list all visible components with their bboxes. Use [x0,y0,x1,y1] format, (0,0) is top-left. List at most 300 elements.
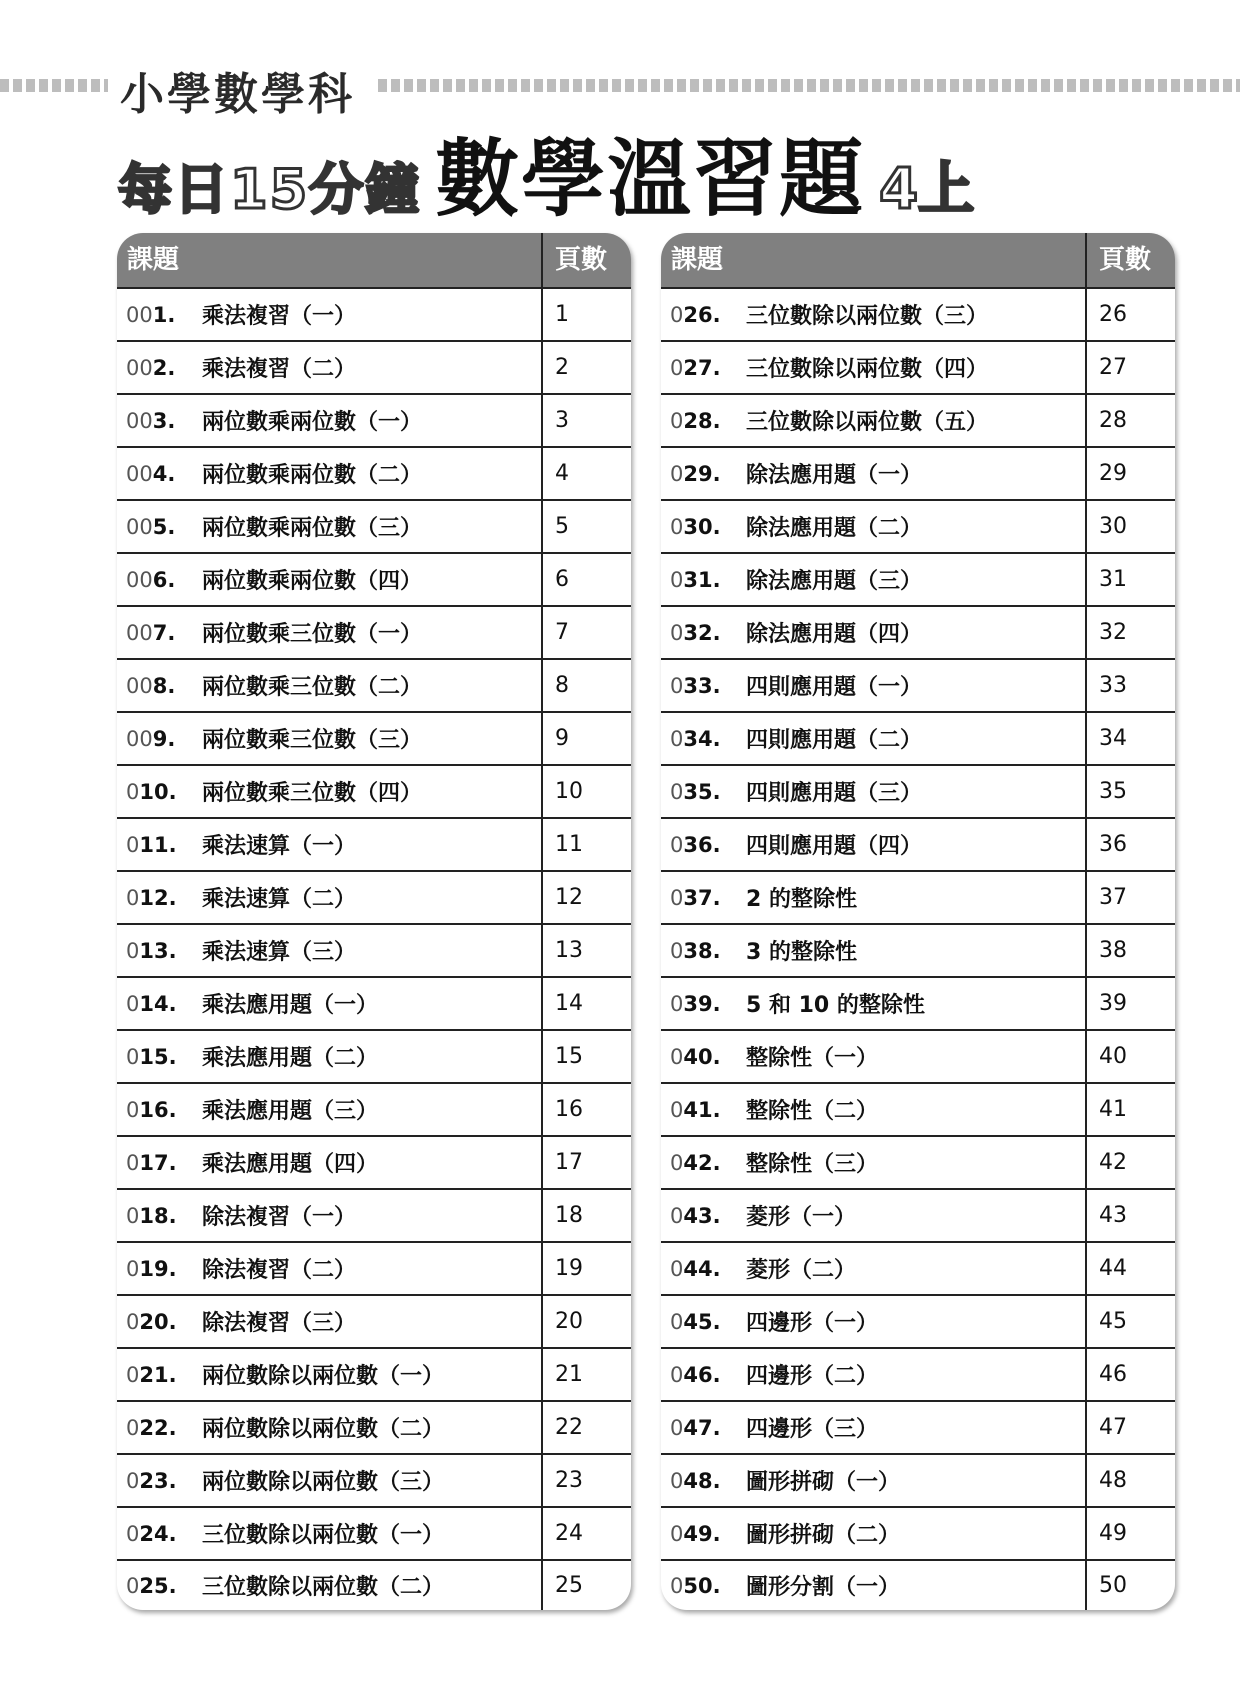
lesson-number-lead: 0 [126,1362,140,1387]
lesson-number [126,1257,202,1281]
page-number: 47 [1085,1402,1175,1453]
topic-cell [117,448,541,499]
lesson-title: 四邊形（二） [746,1364,879,1389]
topic-cell [661,395,1085,446]
lesson-number-rest: 46. [683,1362,721,1387]
lesson-number-rest: 38. [683,938,721,963]
table-row [661,817,1175,870]
table-row [661,870,1175,923]
lesson-number-lead: 0 [670,355,684,380]
page-number: 33 [1085,660,1175,711]
lesson-title: 兩位數乘三位數（三） [202,728,423,753]
lesson-title: 兩位數除以兩位數（三） [202,1470,445,1495]
lesson-title: 乘法應用題（三） [202,1099,379,1124]
table-row [661,1029,1175,1082]
table-row [117,1506,631,1559]
topic-cell [117,872,541,923]
col-topic-header: 課題 [127,245,180,275]
lesson-number-lead: 0 [670,408,684,433]
lesson-number-lead: 0 [670,1521,684,1546]
toc-header [117,233,631,287]
lesson-number [670,1469,746,1493]
toc-table-right [661,233,1175,1610]
lesson-number-lead: 0 [126,1415,140,1440]
page-number: 19 [541,1243,631,1294]
topic-cell [661,978,1085,1029]
lesson-number-rest: 14. [139,991,177,1016]
lesson-number-rest: 7. [152,620,176,645]
lesson-number-lead: 0 [126,779,140,804]
lesson-number-lead: 00 [126,514,153,539]
lesson-number-lead: 00 [126,620,153,645]
table-row [117,1135,631,1188]
lesson-number-rest: 9. [152,726,176,751]
lesson-number-rest: 36. [683,832,721,857]
lesson-number-lead: 00 [126,461,153,486]
lesson-number-lead: 0 [670,1468,684,1493]
lesson-number-rest: 45. [683,1309,721,1334]
lesson-number [126,1574,202,1598]
lesson-number-rest: 42. [683,1150,721,1175]
table-row [661,1188,1175,1241]
table-row [661,393,1175,446]
page-number: 9 [541,713,631,764]
lesson-number [670,1363,746,1387]
topic-cell [117,1137,541,1188]
table-row [661,1241,1175,1294]
lesson-number [126,992,202,1016]
lesson-title: 5 和 10 的整除性 [746,993,925,1018]
decorative-dot-strip-left [0,79,108,92]
page-number: 29 [1085,448,1175,499]
table-row [661,1082,1175,1135]
topic-cell [661,1243,1085,1294]
lesson-title: 除法應用題（二） [746,516,923,541]
table-row [117,605,631,658]
lesson-title: 菱形（二） [746,1258,857,1283]
table-row [117,340,631,393]
page-number: 10 [541,766,631,817]
lesson-title: 三位數除以兩位數（三） [746,304,989,329]
topic-cell [661,1402,1085,1453]
page-number: 24 [541,1508,631,1559]
page-number: 17 [541,1137,631,1188]
topic-cell [117,395,541,446]
lesson-number [126,409,202,433]
topic-cell [661,554,1085,605]
lesson-number-rest: 11. [139,832,177,857]
col-page-header: 頁數 [1085,233,1175,287]
lesson-title: 四邊形（三） [746,1417,879,1442]
table-row [117,870,631,923]
table-row [117,552,631,605]
page-number: 26 [1085,289,1175,340]
table-row [117,976,631,1029]
col-page-header: 頁數 [541,233,631,287]
table-row [661,1453,1175,1506]
lesson-number [670,1522,746,1546]
lesson-number-lead: 0 [126,885,140,910]
topic-cell [661,1349,1085,1400]
page-number: 30 [1085,501,1175,552]
lesson-number [670,515,746,539]
lesson-number [670,833,746,857]
lesson-number [670,939,746,963]
lesson-title: 圖形拼砌（一） [746,1470,901,1495]
lesson-title: 兩位數除以兩位數（一） [202,1364,445,1389]
lesson-number [126,780,202,804]
title-suffix: 4上 [879,157,975,222]
lesson-number-rest: 32. [683,620,721,645]
lesson-number-rest: 10. [139,779,177,804]
lesson-title: 乘法速算（三） [202,940,357,965]
page-number: 37 [1085,872,1175,923]
lesson-number-rest: 20. [139,1309,177,1334]
lesson-number [126,939,202,963]
topic-cell [661,660,1085,711]
lesson-number-lead: 00 [126,408,153,433]
lesson-number-lead: 00 [126,302,153,327]
table-row [117,1082,631,1135]
lesson-number-rest: 5. [152,514,176,539]
page-number: 34 [1085,713,1175,764]
lesson-number-rest: 27. [683,355,721,380]
page-number: 43 [1085,1190,1175,1241]
lesson-number-lead: 0 [126,1573,140,1598]
topic-cell [661,342,1085,393]
page-number: 1 [541,289,631,340]
lesson-title: 四則應用題（一） [746,675,923,700]
topic-cell [117,713,541,764]
lesson-number-lead: 0 [670,991,684,1016]
topic-cell [117,1402,541,1453]
lesson-number-rest: 1. [152,302,176,327]
page-number: 40 [1085,1031,1175,1082]
page-number: 16 [541,1084,631,1135]
lesson-number [126,356,202,380]
lesson-number-lead: 0 [670,779,684,804]
lesson-title: 整除性（三） [746,1152,879,1177]
lesson-number-rest: 12. [139,885,177,910]
table-row [661,605,1175,658]
toc-table-left [117,233,631,1610]
lesson-number-lead: 0 [670,1256,684,1281]
lesson-number-rest: 50. [683,1573,721,1598]
table-row [661,1400,1175,1453]
page-number: 21 [541,1349,631,1400]
lesson-number-lead: 00 [126,355,153,380]
lesson-title: 兩位數乘三位數（二） [202,675,423,700]
topic-cell [117,1561,541,1610]
lesson-number [126,1522,202,1546]
lesson-title: 兩位數乘兩位數（四） [202,569,423,594]
lesson-number [670,992,746,1016]
lesson-number-rest: 25. [139,1573,177,1598]
lesson-number-rest: 6. [152,567,176,592]
lesson-number [670,727,746,751]
lesson-number [126,568,202,592]
page-number: 5 [541,501,631,552]
lesson-number [670,1416,746,1440]
topic-cell [661,872,1085,923]
table-row [661,1135,1175,1188]
lesson-title: 3 的整除性 [746,940,857,965]
table-row [661,499,1175,552]
table-row [117,764,631,817]
page-number: 13 [541,925,631,976]
topic-cell [117,1031,541,1082]
table-row [661,1294,1175,1347]
lesson-title: 兩位數乘兩位數（三） [202,516,423,541]
lesson-number-lead: 0 [670,1309,684,1334]
lesson-title: 除法應用題（三） [746,569,923,594]
table-row [661,1347,1175,1400]
lesson-number-lead: 0 [670,726,684,751]
lesson-number [126,674,202,698]
lesson-title: 乘法複習（一） [202,304,357,329]
lesson-number [126,1469,202,1493]
lesson-number-rest: 39. [683,991,721,1016]
topic-cell [661,1508,1085,1559]
lesson-number [670,1257,746,1281]
lesson-number-rest: 23. [139,1468,177,1493]
topic-cell [661,1031,1085,1082]
lesson-number-lead: 0 [126,991,140,1016]
lesson-title: 四則應用題（二） [746,728,923,753]
table-row [661,446,1175,499]
table-row [117,393,631,446]
page-number: 39 [1085,978,1175,1029]
topic-cell [661,766,1085,817]
lesson-number-lead: 0 [670,938,684,963]
lesson-number [670,1310,746,1334]
lesson-number [126,303,202,327]
lesson-number-rest: 26. [683,302,721,327]
lesson-number-lead: 0 [126,1150,140,1175]
lesson-number-rest: 40. [683,1044,721,1069]
lesson-title: 四則應用題（三） [746,781,923,806]
lesson-number [126,621,202,645]
lesson-number-rest: 8. [152,673,176,698]
lesson-number-lead: 0 [670,1044,684,1069]
lesson-number-lead: 0 [126,1256,140,1281]
lesson-title: 三位數除以兩位數（二） [202,1575,445,1600]
topic-cell [117,660,541,711]
lesson-number-lead: 0 [670,885,684,910]
lesson-number-lead: 0 [670,832,684,857]
lesson-title: 乘法應用題（一） [202,993,379,1018]
lesson-number-rest: 15. [139,1044,177,1069]
lesson-title: 兩位數乘兩位數（一） [202,410,423,435]
table-row [117,446,631,499]
topic-cell [117,607,541,658]
toc-header [661,233,1175,287]
page-number: 46 [1085,1349,1175,1400]
table-row [117,1347,631,1400]
lesson-number-rest: 43. [683,1203,721,1228]
table-row [661,552,1175,605]
table-row [117,1241,631,1294]
table-row [117,1400,631,1453]
book-title [118,112,975,228]
topic-cell [117,501,541,552]
lesson-number-rest: 2. [152,355,176,380]
page-number: 2 [541,342,631,393]
lesson-number [126,833,202,857]
lesson-title: 乘法應用題（二） [202,1046,379,1071]
lesson-number [670,780,746,804]
lesson-number-lead: 0 [126,832,140,857]
lesson-title: 兩位數除以兩位數（二） [202,1417,445,1442]
page-number: 12 [541,872,631,923]
lesson-number-rest: 37. [683,885,721,910]
table-row [661,711,1175,764]
topic-cell [661,501,1085,552]
page-number: 14 [541,978,631,1029]
lesson-number [670,409,746,433]
lesson-number-rest: 29. [683,461,721,486]
lesson-number-rest: 44. [683,1256,721,1281]
page-number: 44 [1085,1243,1175,1294]
topic-cell [117,1084,541,1135]
lesson-number-rest: 33. [683,673,721,698]
topic-cell [661,713,1085,764]
page-number: 11 [541,819,631,870]
lesson-number-lead: 00 [126,673,153,698]
page-number: 35 [1085,766,1175,817]
page-number: 6 [541,554,631,605]
lesson-number [670,621,746,645]
topic-cell [661,607,1085,658]
topic-cell [661,1084,1085,1135]
topic-cell [117,289,541,340]
topic-cell [117,766,541,817]
lesson-number-rest: 28. [683,408,721,433]
lesson-number [670,1204,746,1228]
lesson-title: 除法複習（二） [202,1258,357,1283]
page-number: 4 [541,448,631,499]
lesson-number-lead: 0 [670,514,684,539]
lesson-number-rest: 24. [139,1521,177,1546]
lesson-number [670,1574,746,1598]
lesson-number-lead: 00 [126,726,153,751]
topic-cell [117,1349,541,1400]
lesson-title: 菱形（一） [746,1205,857,1230]
table-row [661,658,1175,711]
lesson-number-rest: 47. [683,1415,721,1440]
lesson-number-lead: 0 [670,461,684,486]
lesson-title: 四邊形（一） [746,1311,879,1336]
lesson-title: 除法複習（三） [202,1311,357,1336]
lesson-title: 除法應用題（一） [746,463,923,488]
lesson-number-rest: 41. [683,1097,721,1122]
table-row [117,1559,631,1610]
topic-cell [117,1296,541,1347]
lesson-title: 兩位數乘三位數（一） [202,622,423,647]
topic-cell [117,978,541,1029]
lesson-number-lead: 0 [670,1573,684,1598]
lesson-number [126,1416,202,1440]
lesson-title: 整除性（二） [746,1099,879,1124]
lesson-number [126,1204,202,1228]
table-row [661,1506,1175,1559]
page-number: 15 [541,1031,631,1082]
lesson-title: 兩位數乘三位數（四） [202,781,423,806]
lesson-number [670,356,746,380]
page-number: 22 [541,1402,631,1453]
lesson-number-lead: 0 [670,302,684,327]
lesson-number [670,1151,746,1175]
topic-cell [661,1190,1085,1241]
lesson-number-rest: 16. [139,1097,177,1122]
lesson-number-lead: 0 [670,673,684,698]
topic-cell [117,342,541,393]
lesson-number-lead: 0 [126,1044,140,1069]
lesson-title: 三位數除以兩位數（四） [746,357,989,382]
lesson-number-rest: 17. [139,1150,177,1175]
lesson-title: 除法應用題（四） [746,622,923,647]
page-number: 20 [541,1296,631,1347]
title-main: 數學溫習題 [435,130,866,228]
lesson-number [670,568,746,592]
lesson-number [126,462,202,486]
page-number: 3 [541,395,631,446]
table-row [661,340,1175,393]
lesson-number [126,727,202,751]
lesson-number-lead: 0 [670,1150,684,1175]
lesson-number-lead: 00 [126,567,153,592]
lesson-number-lead: 0 [126,1468,140,1493]
lesson-number [126,515,202,539]
topic-cell [661,819,1085,870]
lesson-number-lead: 0 [126,1097,140,1122]
lesson-number [126,1098,202,1122]
table-row [661,287,1175,340]
lesson-number-lead: 0 [670,620,684,645]
topic-cell [117,1455,541,1506]
decorative-dot-strip-right [378,79,1240,92]
topic-cell [661,1455,1085,1506]
page-number: 38 [1085,925,1175,976]
page-number: 48 [1085,1455,1175,1506]
table-row [117,711,631,764]
lesson-number [126,1310,202,1334]
lesson-number [126,1045,202,1069]
lesson-title: 圖形分割（一） [746,1575,901,1600]
topic-cell [661,1561,1085,1610]
topic-cell [117,1508,541,1559]
topic-cell [661,925,1085,976]
page-number: 27 [1085,342,1175,393]
lesson-number-lead: 0 [126,1521,140,1546]
lesson-number-lead: 0 [670,1097,684,1122]
lesson-number-rest: 35. [683,779,721,804]
lesson-number [670,462,746,486]
topic-cell [661,448,1085,499]
lesson-number-rest: 19. [139,1256,177,1281]
series-title: 小學數學科 [120,69,355,120]
topic-cell [661,1296,1085,1347]
lesson-number [670,674,746,698]
page-number: 28 [1085,395,1175,446]
lesson-number-rest: 18. [139,1203,177,1228]
page-number: 31 [1085,554,1175,605]
lesson-number-rest: 34. [683,726,721,751]
lesson-number [126,886,202,910]
table-row [117,658,631,711]
lesson-number-lead: 0 [670,1362,684,1387]
table-row [117,1188,631,1241]
